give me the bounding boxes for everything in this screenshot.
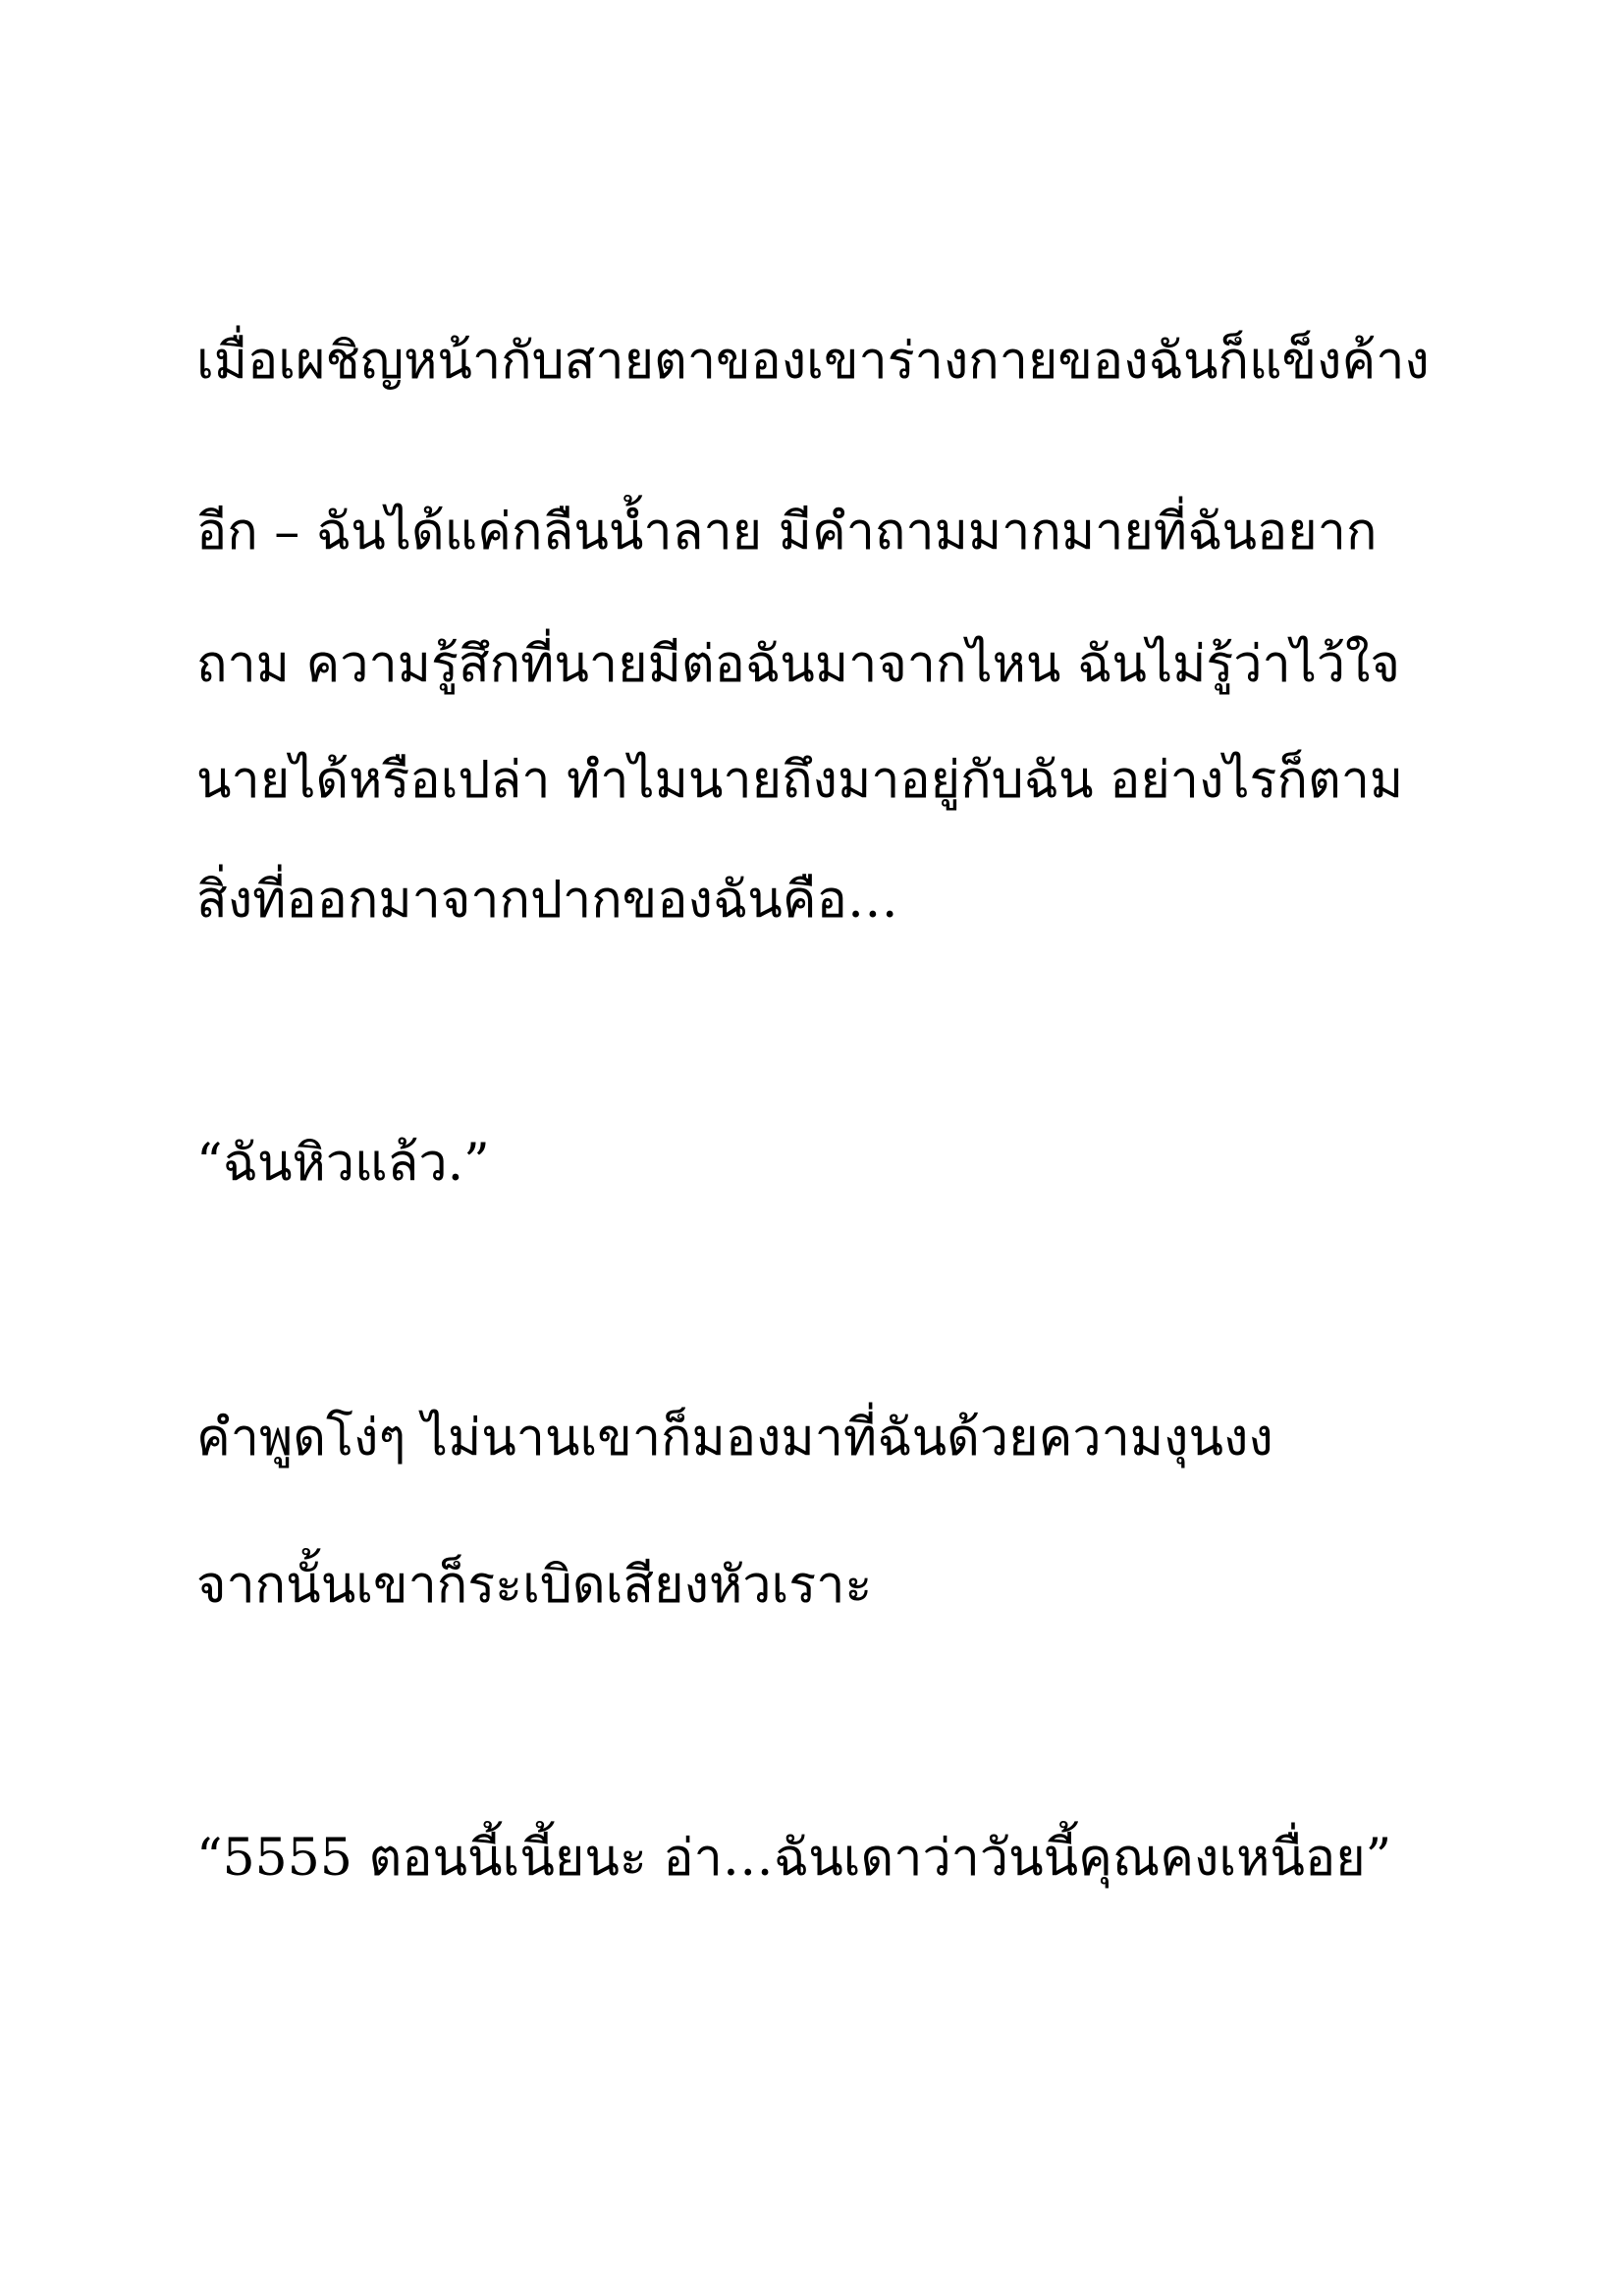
- dialogue-line: “5555 ตอนนี้เนี้ยนะ อ่า…ฉันเดาว่าวันนี้คุณคงเหนื่อย”: [196, 1829, 1392, 1888]
- text-line: คำพูดโง่ๆ ไม่นานเขาก็มองมาที่ฉันด้วยความงุนงง: [196, 1409, 1273, 1468]
- text-line: อีก – ฉันได้แค่กลืนน้ำลาย มีคำถามมากมายที่ฉันอยาก: [196, 503, 1378, 561]
- text-line: นายได้หรือเปล่า ทำไมนายถึงมาอยู่กับฉัน อย่างไรก็ตาม: [196, 751, 1404, 810]
- text-line: จากนั้นเขาก็ระเบิดเสียงหัวเราะ: [196, 1556, 873, 1615]
- dialogue-line: “ฉันหิวแล้ว.”: [196, 1134, 490, 1193]
- text-line: ถาม ความรู้สึกที่นายมีต่อฉันมาจากไหน ฉันไม่รู้ว่าไว้ใจ: [196, 635, 1400, 694]
- text-line: สิ่งที่ออกมาจากปากของฉันคือ…: [196, 871, 898, 930]
- text-line: เมื่อเผชิญหน้ากับสายตาของเขาร่างกายของฉันก็แข็งค้าง: [196, 332, 1430, 391]
